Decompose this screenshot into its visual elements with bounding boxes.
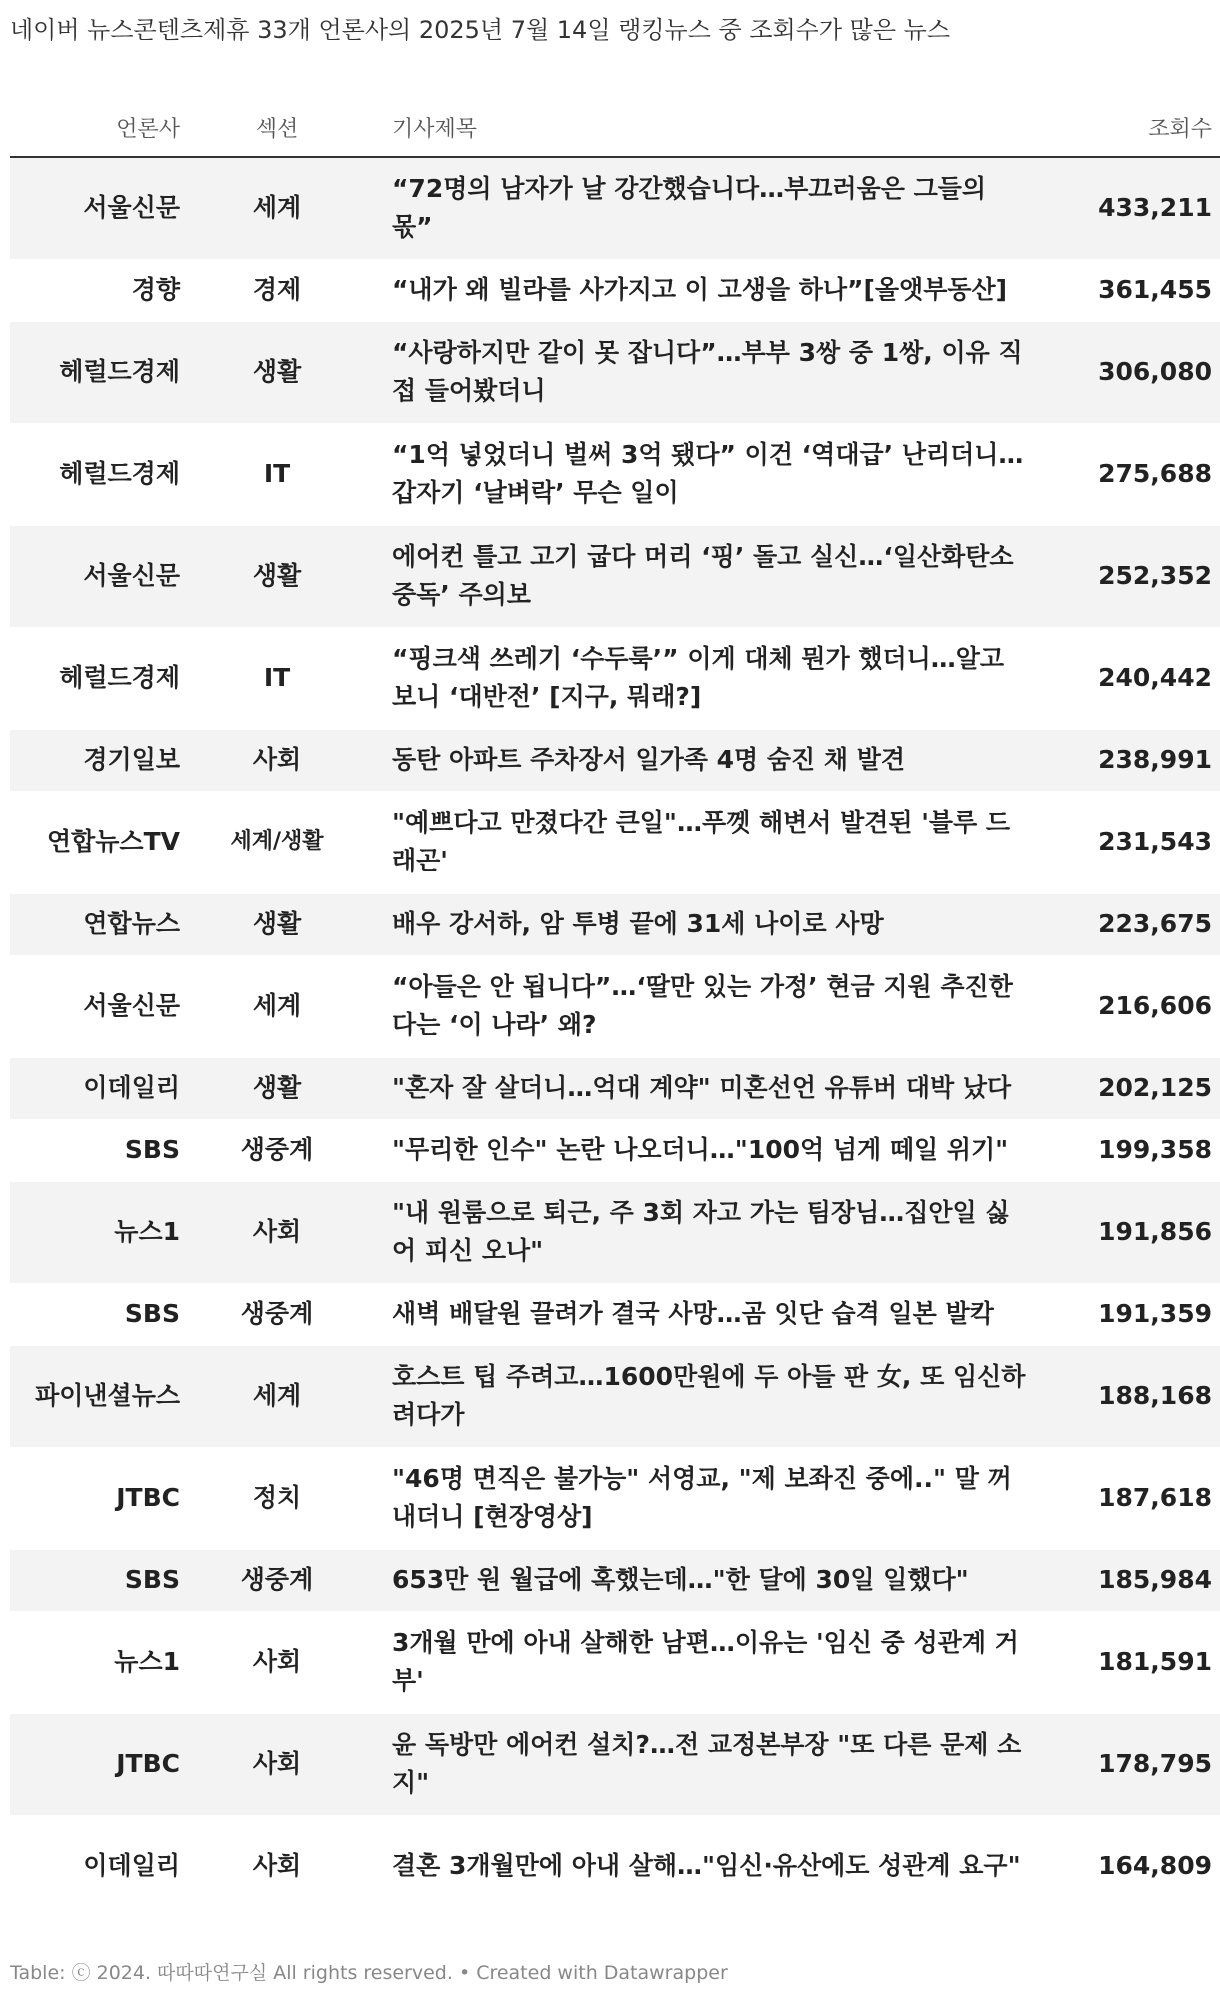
cell-section: 세계 [192, 955, 362, 1057]
table-row [10, 955, 1220, 1057]
cell-views: 433,211 [1042, 157, 1220, 259]
table-row [10, 525, 1220, 627]
table-row [10, 1713, 1220, 1815]
cell-publisher: 연합뉴스 [10, 893, 192, 955]
cell-section: IT [192, 423, 362, 525]
table-footer: Table: ⓒ 2024. 따따따연구실 All rights reserved. • Created with Datawrapper [10, 1962, 728, 1984]
cell-article-title: 배우 강서하, 암 투병 끝에 31세 나이로 사망 [362, 893, 1042, 955]
cell-views: 199,358 [1042, 1119, 1220, 1181]
cell-section: 세계 [192, 1345, 362, 1447]
cell-article-title: 호스트 팁 주려고…1600만원에 두 아들 판 女, 또 임신하려다가 [362, 1345, 1042, 1447]
cell-views: 202,125 [1042, 1057, 1220, 1119]
cell-publisher: 뉴스1 [10, 1611, 192, 1713]
cell-section: 사회 [192, 1815, 362, 1917]
cell-views: 361,455 [1042, 259, 1220, 321]
table-title: 네이버 뉴스콘텐츠제휴 33개 언론사의 2025년 7월 14일 랭킹뉴스 중 조회수가 많은 뉴스 [10, 16, 951, 44]
table-row [10, 729, 1220, 791]
cell-publisher: 서울신문 [10, 955, 192, 1057]
cell-publisher: 뉴스1 [10, 1181, 192, 1283]
cell-publisher: 서울신문 [10, 157, 192, 259]
cell-section: 생활 [192, 525, 362, 627]
cell-views: 252,352 [1042, 525, 1220, 627]
table-header-row [10, 98, 1220, 157]
cell-section: IT [192, 627, 362, 729]
header-publisher[interactable]: 언론사 [116, 116, 180, 142]
cell-article-title: “핑크색 쓰레기 ‘수두룩’” 이게 대체 뭔가 했더니…알고 보니 ‘대반전’ [지구, 뭐래?] [362, 627, 1042, 729]
table-row [10, 321, 1220, 423]
table-row [10, 893, 1220, 955]
cell-publisher: SBS [10, 1119, 192, 1181]
table-row [10, 157, 1220, 259]
cell-article-title: "내 원룸으로 퇴근, 주 3회 자고 가는 팀장님…집안일 싫어 피신 오나" [362, 1181, 1042, 1283]
cell-section: 생중계 [192, 1549, 362, 1611]
cell-article-title: 에어컨 틀고 고기 굽다 머리 ‘핑’ 돌고 실신…‘일산화탄소 중독’ 주의보 [362, 525, 1042, 627]
cell-views: 191,359 [1042, 1283, 1220, 1345]
cell-section: 생활 [192, 1057, 362, 1119]
table-row [10, 627, 1220, 729]
header-views[interactable]: 조회수 [1148, 116, 1212, 142]
cell-article-title: “내가 왜 빌라를 사가지고 이 고생을 하나”[올앳부동산] [362, 259, 1042, 321]
cell-publisher: SBS [10, 1283, 192, 1345]
table-row [10, 1549, 1220, 1611]
cell-views: 238,991 [1042, 729, 1220, 791]
cell-views: 240,442 [1042, 627, 1220, 729]
cell-section: 세계 [192, 157, 362, 259]
table-row [10, 1611, 1220, 1713]
cell-article-title: "46명 면직은 불가능" 서영교, "제 보좌진 중에.." 말 꺼내더니 [현장영상] [362, 1447, 1042, 1549]
cell-article-title: 윤 독방만 에어컨 설치?…전 교정본부장 "또 다른 문제 소지" [362, 1713, 1042, 1815]
cell-publisher: JTBC [10, 1447, 192, 1549]
cell-publisher: 헤럴드경제 [10, 423, 192, 525]
cell-article-title: 3개월 만에 아내 살해한 남편…이유는 '임신 중 성관계 거부' [362, 1611, 1042, 1713]
cell-article-title: “아들은 안 됩니다”…‘딸만 있는 가정’ 현금 지원 추진한다는 ‘이 나라’ 왜? [362, 955, 1042, 1057]
cell-article-title: “1억 넣었더니 벌써 3억 됐다” 이건 ‘역대급’ 난리더니… 갑자기 ‘날벼락’ 무슨 일이 [362, 423, 1042, 525]
cell-views: 231,543 [1042, 791, 1220, 893]
cell-views: 187,618 [1042, 1447, 1220, 1549]
table-row [10, 1815, 1220, 1917]
cell-publisher: 파이낸셜뉴스 [10, 1345, 192, 1447]
table-row [10, 423, 1220, 525]
table-row [10, 1345, 1220, 1447]
cell-publisher: SBS [10, 1549, 192, 1611]
cell-section: 사회 [192, 1713, 362, 1815]
table-row [10, 1119, 1220, 1181]
cell-section: 정치 [192, 1447, 362, 1549]
header-section[interactable]: 섹션 [255, 116, 299, 142]
cell-publisher: 경향 [10, 259, 192, 321]
cell-article-title: "예쁘다고 만졌다간 큰일"…푸껫 해변서 발견된 '블루 드래곤' [362, 791, 1042, 893]
ranking-news-table [10, 98, 1220, 1918]
cell-section: 생중계 [192, 1119, 362, 1181]
header-article-title[interactable]: 기사제목 [392, 116, 478, 142]
cell-publisher: 헤럴드경제 [10, 627, 192, 729]
table-row [10, 1181, 1220, 1283]
cell-publisher: 연합뉴스TV [10, 791, 192, 893]
cell-section: 사회 [192, 729, 362, 791]
cell-publisher: 서울신문 [10, 525, 192, 627]
table-row [10, 259, 1220, 321]
cell-article-title: 동탄 아파트 주차장서 일가족 4명 숨진 채 발견 [362, 729, 1042, 791]
cell-views: 216,606 [1042, 955, 1220, 1057]
cell-article-title: “72명의 남자가 날 강간했습니다…부끄러움은 그들의 몫” [362, 157, 1042, 259]
cell-views: 275,688 [1042, 423, 1220, 525]
cell-article-title: 653만 원 월급에 혹했는데…"한 달에 30일 일했다" [362, 1549, 1042, 1611]
cell-article-title: 새벽 배달원 끌려가 결국 사망…곰 잇단 습격 일본 발칵 [362, 1283, 1042, 1345]
cell-section: 생활 [192, 893, 362, 955]
cell-section: 사회 [192, 1611, 362, 1713]
table-body [10, 157, 1220, 1917]
cell-article-title: "혼자 잘 살더니…억대 계약" 미혼선언 유튜버 대박 났다 [362, 1057, 1042, 1119]
cell-publisher: 경기일보 [10, 729, 192, 791]
cell-section: 생활 [192, 321, 362, 423]
cell-views: 223,675 [1042, 893, 1220, 955]
cell-article-title: “사랑하지만 같이 못 잡니다”…부부 3쌍 중 1쌍, 이유 직접 들어봤더니 [362, 321, 1042, 423]
cell-article-title: "무리한 인수" 논란 나오더니…"100억 넘게 떼일 위기" [362, 1119, 1042, 1181]
cell-views: 178,795 [1042, 1713, 1220, 1815]
cell-views: 306,080 [1042, 321, 1220, 423]
table-row [10, 1057, 1220, 1119]
cell-views: 185,984 [1042, 1549, 1220, 1611]
cell-section: 세계/생활 [192, 791, 362, 893]
cell-views: 188,168 [1042, 1345, 1220, 1447]
table-row [10, 1283, 1220, 1345]
cell-section: 경제 [192, 259, 362, 321]
cell-views: 164,809 [1042, 1815, 1220, 1917]
cell-publisher: 이데일리 [10, 1057, 192, 1119]
cell-section: 생중계 [192, 1283, 362, 1345]
table-row [10, 791, 1220, 893]
cell-publisher: JTBC [10, 1713, 192, 1815]
cell-publisher: 이데일리 [10, 1815, 192, 1917]
cell-views: 181,591 [1042, 1611, 1220, 1713]
cell-section: 사회 [192, 1181, 362, 1283]
cell-publisher: 헤럴드경제 [10, 321, 192, 423]
cell-article-title: 결혼 3개월만에 아내 살해…"임신·유산에도 성관계 요구" [362, 1815, 1042, 1917]
cell-views: 191,856 [1042, 1181, 1220, 1283]
table-row [10, 1447, 1220, 1549]
